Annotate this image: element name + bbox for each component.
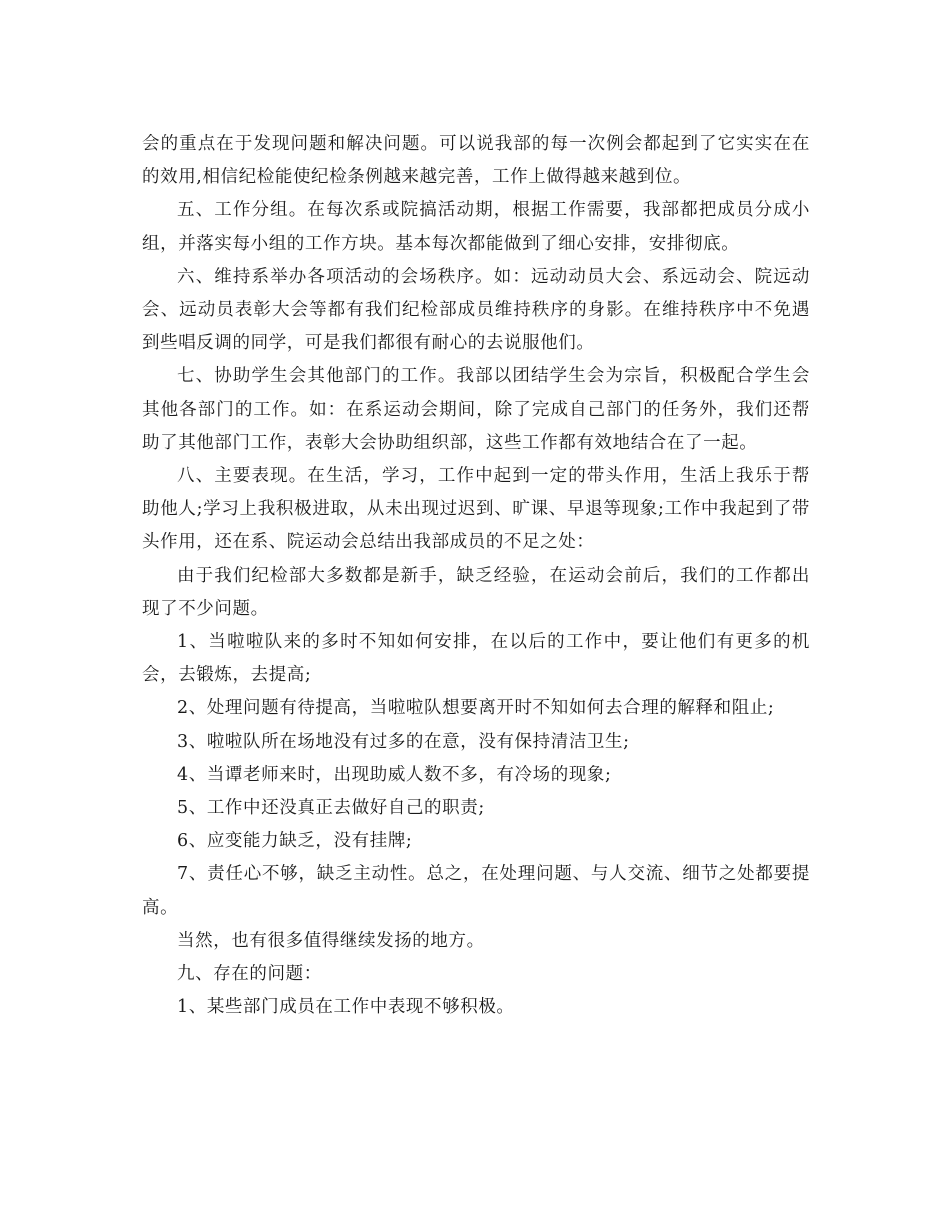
document-body — [142, 128, 810, 1024]
list-item: 1、当啦啦队来的多时不知如何安排，在以后的工作中，要让他们有更多的机会，去锻炼，去提高; — [142, 632, 810, 686]
list-item: 4、当谭老师来时，出现助威人数不多，有冷场的现象; — [177, 764, 612, 785]
list-item: 2、处理问题有待提高，当啦啦队想要离开时不知如何去合理的解释和阻止; — [177, 698, 775, 719]
paragraph-main-performance: 八、主要表现。在生活，学习，工作中起到一定的带头作用，生活上我乐于帮助他人;学习上我积极进取，从未出现过迟到、旷课、早退等现象;工作中我起到了带头作用，还在系、院运动会总结出我部成员的不足之处： — [142, 466, 810, 553]
paragraph-work-grouping: 五、工作分组。在每次系或院搞活动期，根据工作需要，我部都把成员分成小组，并落实每小组的工作方块。基本每次都能做到了细心安排，安排彻底。 — [142, 200, 810, 254]
paragraph-assist-departments: 七、协助学生会其他部门的工作。我部以团结学生会为宗旨，积极配合学生会其他各部门的工作。如：在系运动会期间，除了完成自己部门的任务外，我们还帮助了其他部门工作，表彰大会协助组织部，这些工作都有效地结合在了一起。 — [142, 366, 810, 453]
paragraph-venue-order: 六、维持系举办各项活动的会场秩序。如：远动动员大会、系远动会、院远动会、远动员表彰大会等都有我们纪检部成员维持秩序的身影。在维持秩序中不免遇到些唱反调的同学，可是我们都很有耐心的去说服他们。 — [142, 266, 810, 354]
list-item: 1、某些部门成员在工作中表现不够积极。 — [177, 997, 515, 1018]
paragraph-strengths: 当然，也有很多值得继续发扬的地方。 — [177, 930, 485, 951]
list-item: 7、责任心不够，缺乏主动性。总之，在处理问题、与人交流、细节之处都要提高。 — [142, 864, 810, 918]
list-item: 6、应变能力缺乏，没有挂牌; — [177, 831, 413, 852]
section-heading-problems: 九、存在的问题： — [177, 964, 322, 985]
paragraph-lack-experience: 由于我们纪检部大多数都是新手，缺乏经验，在运动会前后，我们的工作都出现了不少问题。 — [142, 565, 810, 619]
paragraph-meeting-focus: 会的重点在于发现问题和解决问题。可以说我部的每一次例会都起到了它实实在在的效用,相信纪检能使纪检条例越来越完善，工作上做得越来越到位。 — [142, 134, 810, 188]
list-item: 3、啦啦队所在场地没有过多的在意，没有保持清洁卫生; — [177, 731, 630, 752]
list-item: 5、工作中还没真正去做好自己的职责; — [177, 798, 485, 819]
